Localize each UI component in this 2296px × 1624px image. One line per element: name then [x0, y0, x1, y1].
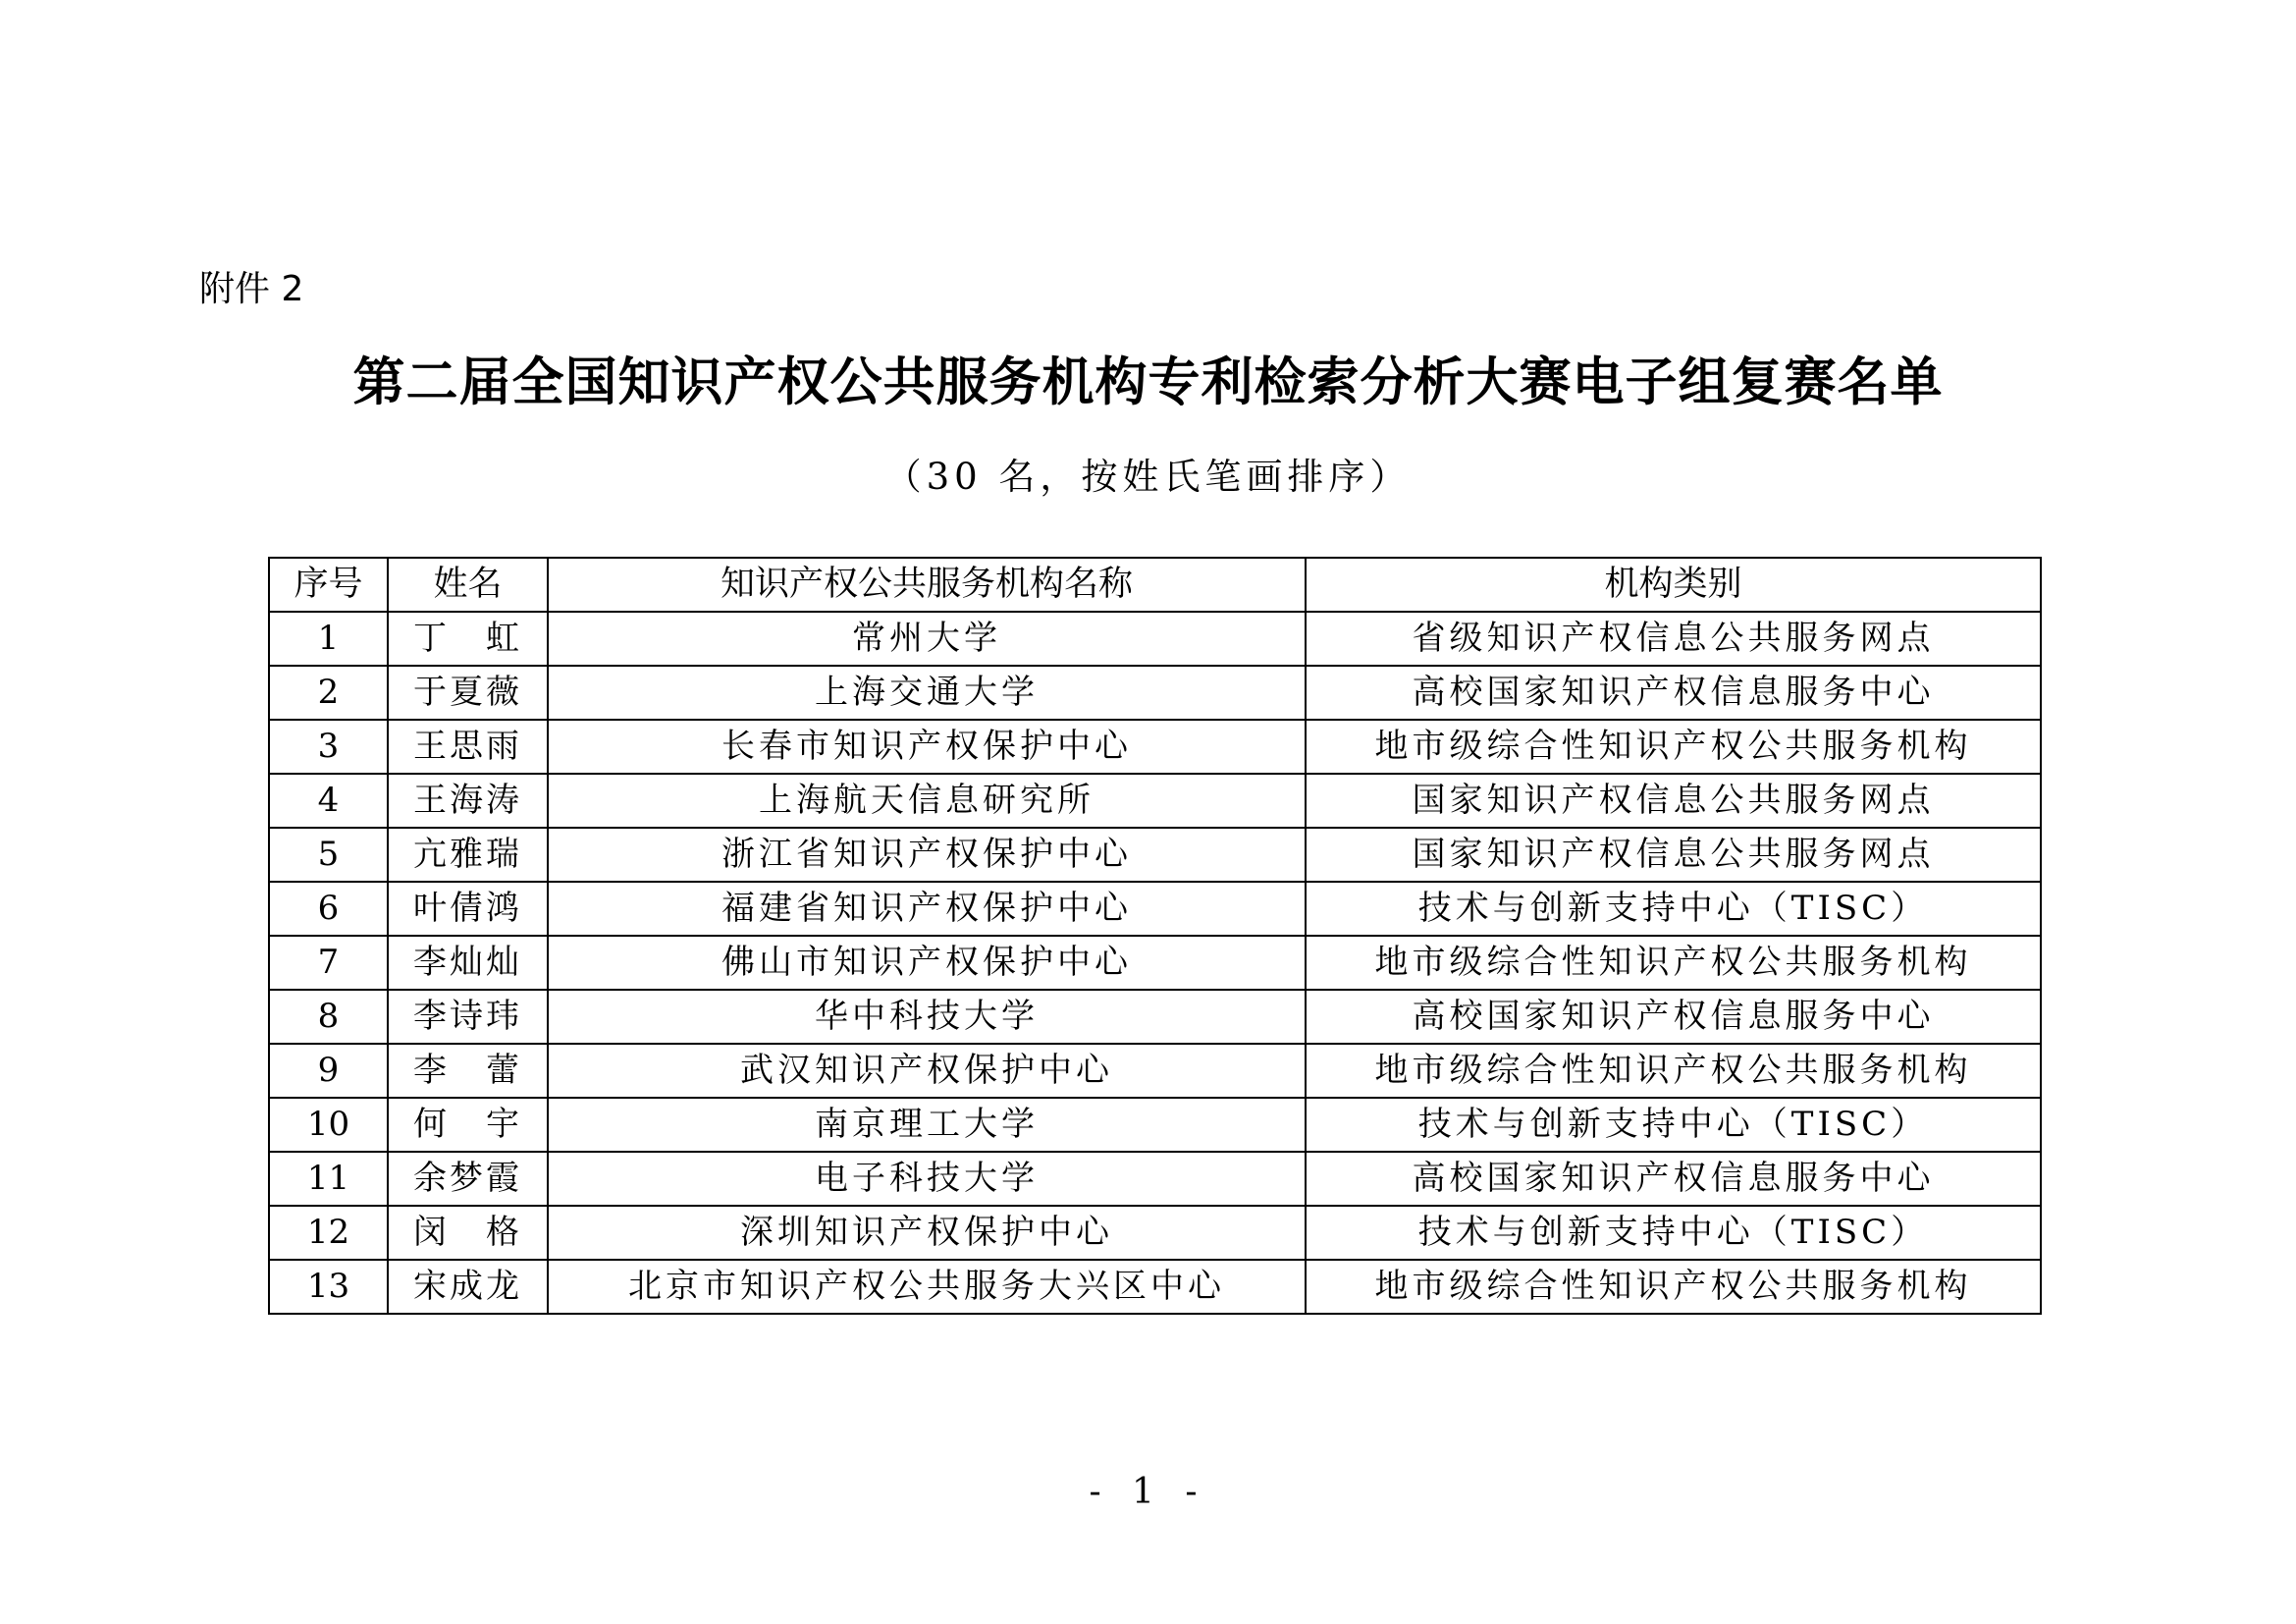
cell-category: 高校国家知识产权信息服务中心 — [1306, 666, 2041, 720]
cell-serial: 4 — [269, 774, 388, 828]
cell-name: 亢雅瑞 — [388, 828, 548, 882]
table-row — [269, 666, 2041, 720]
cell-serial: 8 — [269, 990, 388, 1044]
cell-serial: 6 — [269, 882, 388, 936]
cell-organization: 武汉知识产权保护中心 — [548, 1044, 1306, 1098]
cell-name: 余梦霞 — [388, 1152, 548, 1206]
cell-serial: 10 — [269, 1098, 388, 1152]
cell-serial: 3 — [269, 720, 388, 774]
table-row — [269, 936, 2041, 990]
cell-category: 技术与创新支持中心（TISC） — [1306, 1206, 2041, 1260]
cell-category: 高校国家知识产权信息服务中心 — [1306, 1152, 2041, 1206]
cell-serial: 11 — [269, 1152, 388, 1206]
table-row — [269, 1098, 2041, 1152]
table-row — [269, 882, 2041, 936]
cell-name: 王海涛 — [388, 774, 548, 828]
cell-name: 李诗玮 — [388, 990, 548, 1044]
cell-organization: 长春市知识产权保护中心 — [548, 720, 1306, 774]
cell-name: 于夏薇 — [388, 666, 548, 720]
table-row — [269, 1206, 2041, 1260]
cell-name: 何 宇 — [388, 1098, 548, 1152]
cell-category: 地市级综合性知识产权公共服务机构 — [1306, 1260, 2041, 1314]
cell-category: 高校国家知识产权信息服务中心 — [1306, 990, 2041, 1044]
cell-name: 宋成龙 — [388, 1260, 548, 1314]
cell-organization: 上海交通大学 — [548, 666, 1306, 720]
table-row — [269, 612, 2041, 666]
cell-organization: 常州大学 — [548, 612, 1306, 666]
cell-category: 省级知识产权信息公共服务网点 — [1306, 612, 2041, 666]
cell-category: 技术与创新支持中心（TISC） — [1306, 882, 2041, 936]
cell-category: 国家知识产权信息公共服务网点 — [1306, 774, 2041, 828]
document-title: 第二届全国知识产权公共服务机构专利检索分析大赛电子组复赛名单 — [352, 352, 1944, 412]
column-header-organization: 知识产权公共服务机构名称 — [548, 558, 1306, 612]
cell-name: 王思雨 — [388, 720, 548, 774]
cell-name: 丁 虹 — [388, 612, 548, 666]
attachment-label: 附件 2 — [199, 269, 304, 309]
finalist-table — [268, 557, 2042, 1315]
table-row — [269, 828, 2041, 882]
table-row — [269, 1044, 2041, 1098]
cell-organization: 浙江省知识产权保护中心 — [548, 828, 1306, 882]
cell-serial: 12 — [269, 1206, 388, 1260]
cell-name: 闵 格 — [388, 1206, 548, 1260]
cell-serial: 9 — [269, 1044, 388, 1098]
cell-organization: 深圳知识产权保护中心 — [548, 1206, 1306, 1260]
cell-organization: 上海航天信息研究所 — [548, 774, 1306, 828]
table-row — [269, 1260, 2041, 1314]
cell-category: 地市级综合性知识产权公共服务机构 — [1306, 720, 2041, 774]
cell-name: 叶倩鸿 — [388, 882, 548, 936]
cell-organization: 佛山市知识产权保护中心 — [548, 936, 1306, 990]
cell-organization: 南京理工大学 — [548, 1098, 1306, 1152]
cell-serial: 7 — [269, 936, 388, 990]
cell-organization: 福建省知识产权保护中心 — [548, 882, 1306, 936]
cell-category: 国家知识产权信息公共服务网点 — [1306, 828, 2041, 882]
table-row — [269, 774, 2041, 828]
document-subtitle: （30 名，按姓氏笔画排序） — [884, 456, 1412, 498]
column-header-serial: 序号 — [269, 558, 388, 612]
cell-serial: 2 — [269, 666, 388, 720]
page-number: - 1 - — [1089, 1472, 1207, 1512]
cell-category: 技术与创新支持中心（TISC） — [1306, 1098, 2041, 1152]
cell-category: 地市级综合性知识产权公共服务机构 — [1306, 936, 2041, 990]
cell-name: 李 蕾 — [388, 1044, 548, 1098]
cell-serial: 5 — [269, 828, 388, 882]
cell-serial: 1 — [269, 612, 388, 666]
table-row — [269, 1152, 2041, 1206]
table-row — [269, 720, 2041, 774]
cell-organization: 华中科技大学 — [548, 990, 1306, 1044]
cell-organization: 北京市知识产权公共服务大兴区中心 — [548, 1260, 1306, 1314]
cell-category: 地市级综合性知识产权公共服务机构 — [1306, 1044, 2041, 1098]
column-header-category: 机构类别 — [1306, 558, 2041, 612]
column-header-name: 姓名 — [388, 558, 548, 612]
cell-serial: 13 — [269, 1260, 388, 1314]
cell-name: 李灿灿 — [388, 936, 548, 990]
table-header-row — [269, 558, 2041, 612]
table-row — [269, 990, 2041, 1044]
cell-organization: 电子科技大学 — [548, 1152, 1306, 1206]
